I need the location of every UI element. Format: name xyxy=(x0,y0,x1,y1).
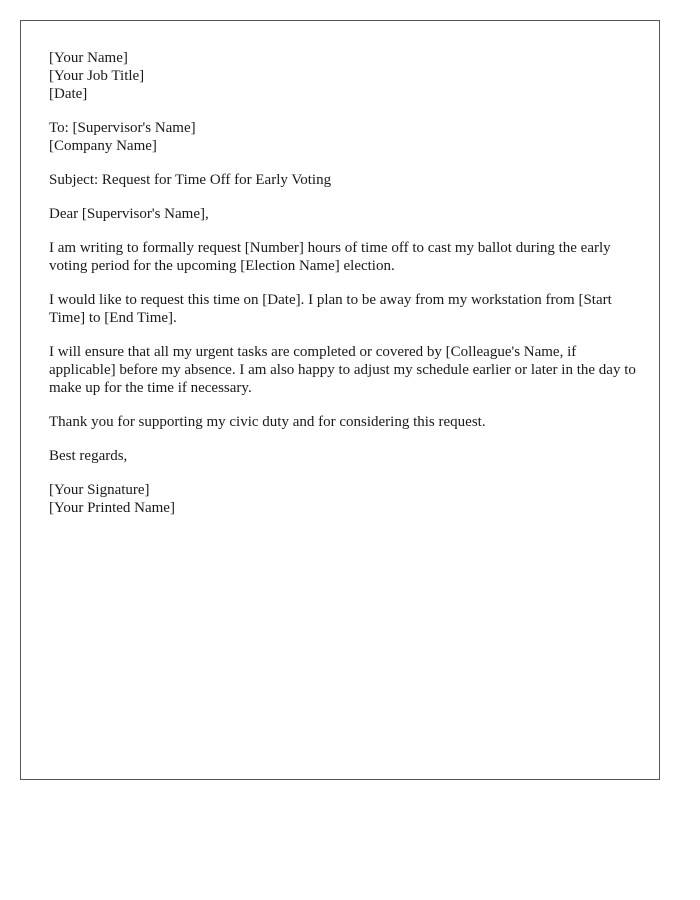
printed-name-line: [Your Printed Name] xyxy=(49,500,175,516)
letter-page xyxy=(20,20,660,780)
body-paragraph-3: I will ensure that all my urgent tasks are completed or covered by [Colleague's Name, if applicable] before my absence. I am also happy to adjust my schedule earlier or later in the day to make up for the time if necessary. xyxy=(49,344,636,396)
closing xyxy=(49,447,639,465)
signature-block xyxy=(49,481,639,517)
salutation-text: Dear [Supervisor's Name], xyxy=(49,206,209,222)
subject-line xyxy=(49,171,639,189)
sender-date: [Date] xyxy=(49,86,88,102)
letter-content xyxy=(49,49,639,533)
signature-line: [Your Signature] xyxy=(49,482,150,498)
sender-job-title: [Your Job Title] xyxy=(49,68,145,84)
subject-text: Subject: Request for Time Off for Early Voting xyxy=(49,172,332,188)
closing-text: Best regards, xyxy=(49,448,128,464)
body-paragraph-1: I am writing to formally request [Number] hours of time off to cast my ballot during the early voting period for the upcoming [Election Name] election. xyxy=(49,240,611,274)
salutation xyxy=(49,205,639,223)
recipient-block xyxy=(49,119,639,155)
sender-name: [Your Name] xyxy=(49,50,128,66)
recipient-to: To: [Supervisor's Name] xyxy=(49,120,196,136)
sender-block xyxy=(49,49,639,103)
body-paragraph-4: Thank you for supporting my civic duty and for considering this request. xyxy=(49,414,486,430)
recipient-company: [Company Name] xyxy=(49,138,157,154)
body-paragraph-2: I would like to request this time on [Date]. I plan to be away from my workstation from [Start Time] to [End Time]. xyxy=(49,292,612,326)
